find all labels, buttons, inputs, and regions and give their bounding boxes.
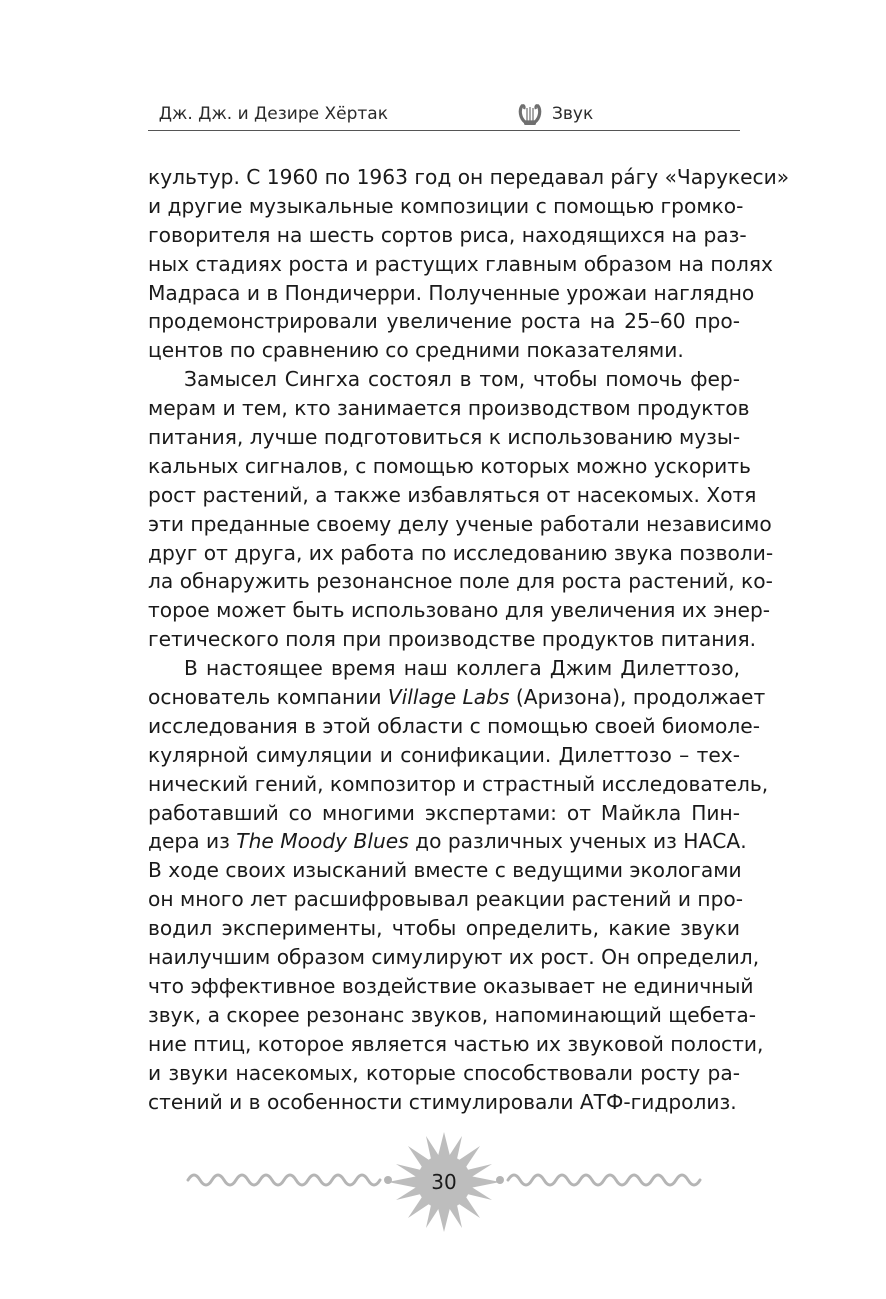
left-wave-ornament [188, 1175, 380, 1185]
text-line: мерам и тем, кто занимается производством продуктов [148, 396, 750, 421]
text-line: ние птиц, которое является частью их звуковой полости, [148, 1031, 764, 1056]
page-number: 30 [431, 1170, 457, 1194]
text-line: эти преданные своему делу ученые работали независимо [148, 511, 772, 536]
body-text [148, 163, 790, 1116]
page-footer [186, 1130, 702, 1240]
text-line: гетического поля при производстве продуктов питания. [148, 627, 757, 652]
text-line: рост растений, а также избавляться от насекомых. Хотя [148, 482, 757, 507]
text-line: и другие музыкальные композиции с помощью громко- [148, 193, 744, 218]
lyre-icon [516, 100, 544, 128]
text-line: основатель компании Village Labs (Аризона), продолжает [148, 685, 766, 710]
text-line: культур. С 1960 по 1963 год он передавал рáгу «Чарукеси» [148, 165, 790, 189]
text-line: центов по сравнению со средними показателями. [148, 338, 684, 363]
header-authors: Дж. Дж. и Дезире Хёртак [158, 104, 388, 124]
text-line: он много лет расшифровывал реакции растений и про- [148, 887, 744, 912]
text-line: дера из The Moody Blues до различных ученых из НАСА. [148, 829, 747, 854]
text-line: нический гений, композитор и страстный исследователь, [148, 771, 769, 796]
running-header [148, 96, 740, 136]
header-divider [148, 130, 740, 131]
text-line: кальных сигналов, с помощью которых можно ускорить [148, 453, 751, 478]
text-line: продемонстрировали увеличение роста на 25–60 про- [148, 309, 740, 334]
header-book-title: Звук [552, 104, 594, 124]
text-line: стений и в особенности стимулировали АТФ-гидролиз. [148, 1089, 737, 1114]
text-line: кулярной симуляции и сонификации. Дилеттозо – тех- [148, 742, 740, 767]
text-line: исследования в этой области с помощью своей биомоле- [148, 713, 760, 738]
text-line: что эффективное воздействие оказывает не единичный [148, 973, 754, 998]
text-line: друг от друга, их работа по исследованию звука позволи- [148, 540, 774, 565]
text-line: наилучшим образом симулируют их рост. Он определил, [148, 945, 760, 970]
right-wave-ornament [508, 1175, 700, 1185]
text-line: питания, лучше подготовиться к использованию музы- [148, 425, 741, 450]
text-line: Замысел Сингха состоял в том, чтобы помочь фер- [184, 367, 740, 392]
text-line: Мадраса и в Пондичерри. Полученные урожаи наглядно [148, 280, 755, 305]
text-line: В настоящее время наш коллега Джим Дилеттозо, [184, 656, 740, 681]
text-line: и звуки насекомых, которые способствовали росту ра- [148, 1060, 740, 1085]
text-line: ла обнаружить резонансное поле для роста растений, ко- [148, 569, 773, 594]
text-line: звук, а скорее резонанс звуков, напоминающий щебета- [148, 1002, 756, 1027]
text-line: говорителя на шесть сортов риса, находящихся на раз- [148, 222, 747, 247]
text-line: работавший со многими экспертами: от Майкла Пин- [148, 800, 740, 825]
text-line: водил эксперименты, чтобы определить, какие звуки [148, 916, 740, 941]
text-line: В ходе своих изысканий вместе с ведущими экологами [148, 858, 742, 883]
text-line: ных стадиях роста и растущих главным образом на полях [148, 251, 773, 276]
text-line: торое может быть использовано для увеличения их энер- [148, 598, 771, 623]
